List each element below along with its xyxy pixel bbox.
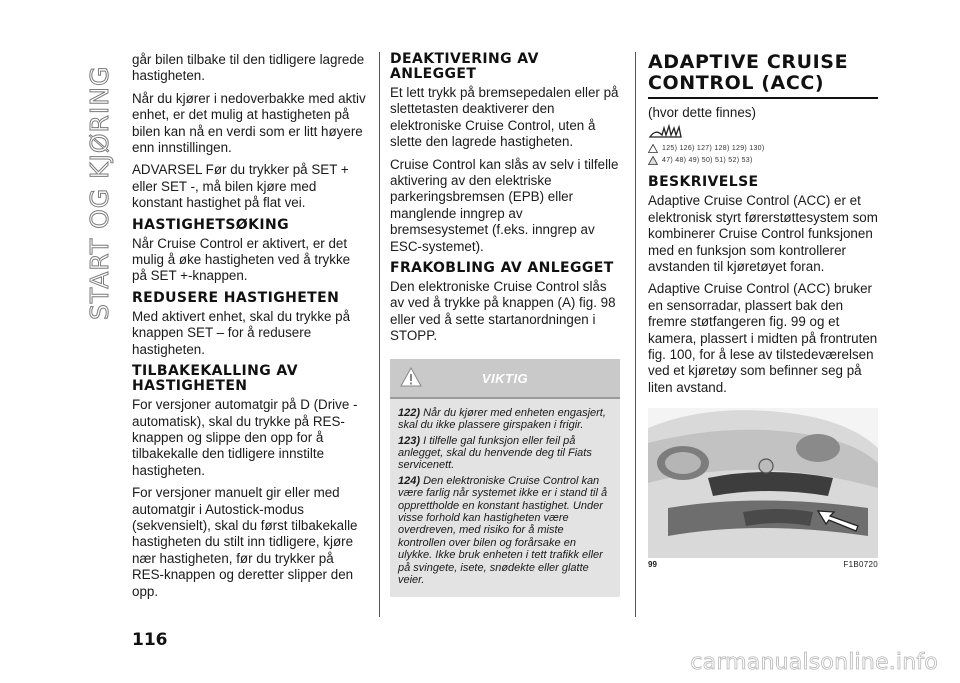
column-left: [132, 52, 367, 606]
paragraph: Når Cruise Control er aktivert, er det mulig å øke hastigheten ved å trykke på SET +-knappen.: [132, 235, 351, 284]
column-divider: [379, 52, 380, 617]
side-title-text: START OG KJØRING: [85, 65, 114, 320]
hand-book-icon: [648, 123, 686, 141]
paragraph: For versjoner automatgir på D (Drive - automatisk), skal du trykke på RES-knappen og slippe den opp for å tilbakekalle den tidligere innstilte hastigheten.: [132, 397, 358, 478]
warning-item: [398, 475, 612, 587]
paragraph: går bilen tilbake til den tidligere lagrede hastigheten.: [132, 52, 365, 84]
info-icons-row: [648, 123, 878, 141]
figure-number: 99: [648, 560, 657, 570]
page-number: 116: [132, 630, 168, 650]
section-side-title: [80, 40, 120, 320]
figure-caption: [648, 560, 878, 569]
paragraph: Cruise Control kan slås av selv i tilfelle aktivering av den elektriske parkeringsbremsen (EPB) eller manglende inngrep av bremsesystemet (f.eks. inngrep av ESC-systemet).: [390, 156, 619, 254]
warning-body: [390, 399, 620, 598]
paragraph: Adaptive Cruise Control (ACC) er et elektronisk styrt førerstøttesystem som kombinerer Cruise Control funksjonen med en funksjon som kontrollerer avstanden til kjøretøyet foran.: [648, 193, 878, 275]
caution-small-icon: [648, 156, 658, 165]
warning-small-icon: [648, 144, 658, 153]
warning-item-text: Den elektroniske Cruise Control kan være farlig når systemet ikke er i stand til å opprettholde en konstant hastighet. Under visse forhold kan hastigheten være overdreven, med risiko for å miste kontrollen over bilen og forårsake en ulykke. Ikke bruk enheten i tett trafikk eller på svingete, isete, snødekte eller glatte veier.: [398, 474, 608, 586]
paragraph: Adaptive Cruise Control (ACC) bruker en sensorradar, plassert bak den fremre støtfangeren fig. 99 og et kamera, plassert i midten på frontruten fig. 100, for å lese av tilstedeværelsen ved et kjøretøy som befinner seg på liten avstand.: [648, 281, 878, 395]
warning-item-number: 123): [398, 434, 421, 447]
paragraph: Med aktivert enhet, skal du trykke på knappen SET – for å redusere hastigheten.: [132, 308, 351, 357]
heading-deaktivering: DEAKTIVERING AV ANLEGGET: [390, 51, 539, 82]
watermark: carmanualsonline.info: [690, 650, 938, 675]
heading-beskrivelse: BESKRIVELSE: [648, 174, 759, 191]
column-divider: [635, 52, 636, 617]
heading-frakobling: FRAKOBLING AV ANLEGGET: [390, 260, 614, 277]
warning-item-text: Når du kjører med enheten engasjert, skal du ikke plassere girspaken i frigir.: [398, 406, 606, 432]
paragraph: For versjoner manuelt gir eller med automatgir i Autostick-modus (sekvensielt), skal du først tilbakekalle hastigheten du stilt inn tidligere, kjøre nær hastigheten, før du trykker på RES-knappen og deretter slipper den opp.: [132, 485, 358, 599]
column-right: [648, 52, 878, 569]
warning-item-number: 124): [398, 474, 421, 487]
reference-numbers: 125) 126) 127) 128) 129) 130): [662, 145, 765, 153]
heading-tilbakekalling: TILBAKEKALLING AV HASTIGHETEN: [132, 363, 298, 395]
heading-acc: ADAPTIVE CRUISE CONTROL (ACC): [648, 52, 878, 99]
references-notes: [648, 156, 878, 165]
availability-note: (hvor dette finnes): [648, 105, 756, 120]
warning-header: [390, 359, 620, 399]
heading-redusere: REDUSERE HASTIGHETEN: [132, 289, 340, 306]
paragraph: Den elektroniske Cruise Control slås av ved å trykke på knappen (A) fig. 98 eller ved å sette startanordningen i STOPP.: [390, 279, 616, 344]
car-front-bumper-image: [648, 408, 878, 558]
figure-code: F1B0720: [843, 560, 878, 570]
column-middle: [390, 52, 620, 597]
references-warnings: [648, 144, 878, 153]
warning-item-text: I tilfelle gal funksjon eller feil på anlegget, skal du henvende deg til Fiats servicenett.: [398, 434, 592, 472]
paragraph: Et lett trykk på bremsepedalen eller på slettetasten deaktiverer den elektroniske Cruise Control, uten å slette den lagrede hastigheten.: [390, 85, 619, 150]
paragraph: Når du kjører i nedoverbakke med aktiv enhet, er det mulig at hastigheten på bilen kan nå en verdi som er litt høyere enn innstillingen.: [132, 90, 366, 156]
heading-hastighetsoking: HASTIGHETSØKING: [132, 216, 289, 233]
paragraph: ADVARSEL Før du trykker på SET + eller SET -, må bilen kjøre med konstant hastighet på flat vei.: [132, 162, 349, 211]
warning-box: [390, 359, 620, 598]
warning-item-number: 122): [398, 406, 421, 419]
warning-item: [398, 435, 612, 472]
warning-label: VIKTIG: [481, 370, 529, 386]
reference-numbers: 47) 48) 49) 50) 51) 52) 53): [662, 157, 753, 165]
warning-item: [398, 407, 612, 432]
